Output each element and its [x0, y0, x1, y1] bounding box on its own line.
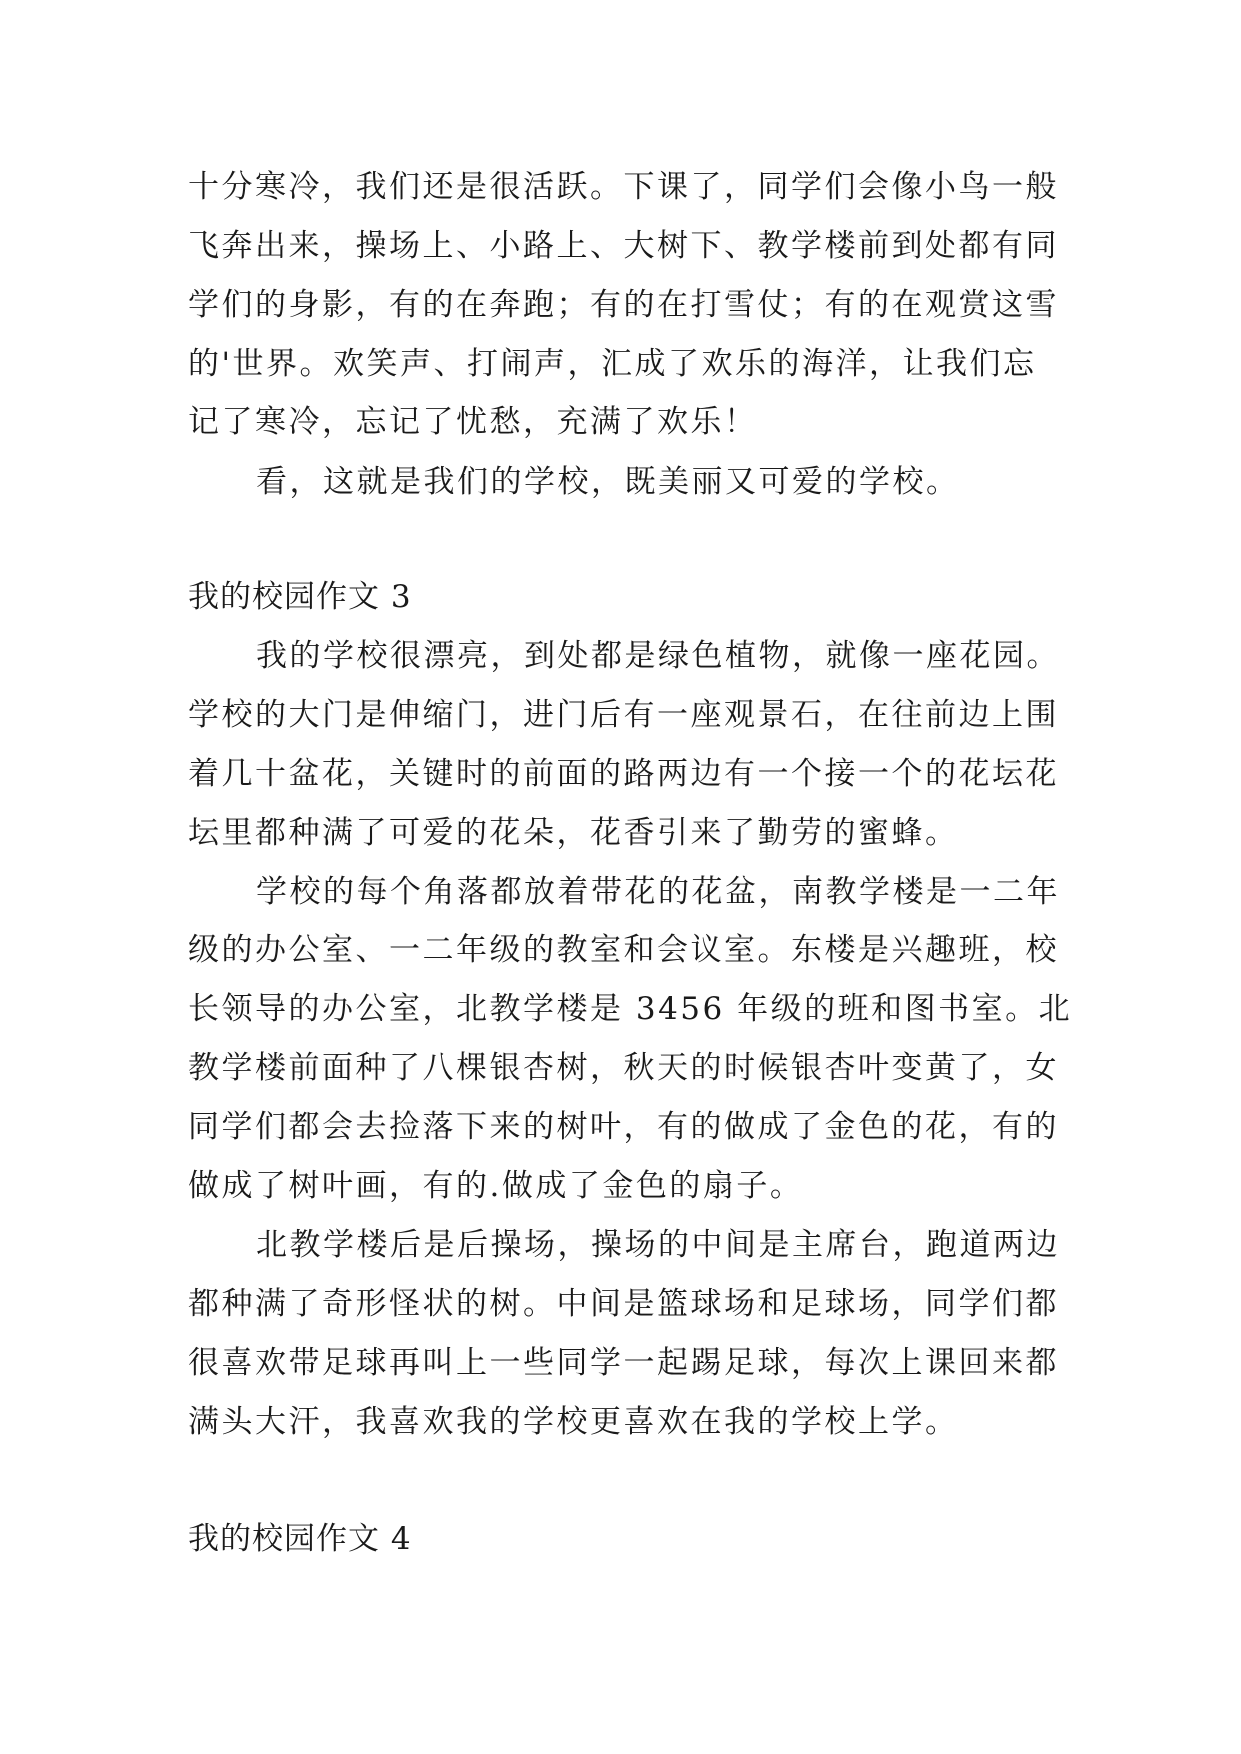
text-line: 坛里都种满了可爱的花朵，花香引来了勤劳的蜜蜂。 — [188, 815, 959, 851]
text-line: 长领导的办公室，北教学楼是 3456 年级的班和图书室。北 — [188, 991, 1073, 1027]
text-line: 学们的身影，有的在奔跑；有的在打雪仗；有的在观赏这雪 — [188, 287, 1059, 323]
text-line: 飞奔出来，操场上、小路上、大树下、教学楼前到处都有同 — [188, 228, 1059, 264]
text-line: 都种满了奇形怪状的树。中间是篮球场和足球场，同学们都 — [188, 1286, 1059, 1322]
text-line: 我的学校很漂亮，到处都是绿色植物，就像一座花园。 — [256, 638, 1060, 674]
text-line: 的'世界。欢笑声、打闹声，汇成了欢乐的海洋，让我们忘 — [188, 346, 1037, 382]
text-line: 着几十盆花，关键时的前面的路两边有一个接一个的花坛花 — [188, 756, 1059, 792]
text-line: 做成了树叶画，有的.做成了金色的扇子。 — [188, 1168, 804, 1204]
text-line: 学校的每个角落都放着带花的花盆，南教学楼是一二年 — [256, 874, 1060, 910]
essay-heading: 我的校园作文 4 — [188, 1521, 412, 1557]
text-line: 满头大汗，我喜欢我的学校更喜欢在我的学校上学。 — [188, 1404, 959, 1440]
text-line: 很喜欢带足球再叫上一些同学一起踢足球，每次上课回来都 — [188, 1345, 1059, 1381]
text-line: 同学们都会去捡落下来的树叶，有的做成了金色的花，有的 — [188, 1109, 1059, 1145]
text-line: 级的办公室、一二年级的教室和会议室。东楼是兴趣班，校 — [188, 932, 1059, 968]
text-line: 学校的大门是伸缩门，进门后有一座观景石，在往前边上围 — [188, 697, 1059, 733]
text-line: 北教学楼后是后操场，操场的中间是主席台，跑道两边 — [256, 1227, 1060, 1263]
text-line: 看，这就是我们的学校，既美丽又可爱的学校。 — [256, 464, 960, 500]
essay-heading: 我的校园作文 3 — [188, 579, 412, 615]
text-line: 十分寒冷，我们还是很活跃。下课了，同学们会像小鸟一般 — [188, 169, 1059, 205]
text-line: 记了寒冷，忘记了忧愁，充满了欢乐！ — [188, 404, 758, 440]
text-line: 教学楼前面种了八棵银杏树，秋天的时候银杏叶变黄了，女 — [188, 1050, 1059, 1086]
